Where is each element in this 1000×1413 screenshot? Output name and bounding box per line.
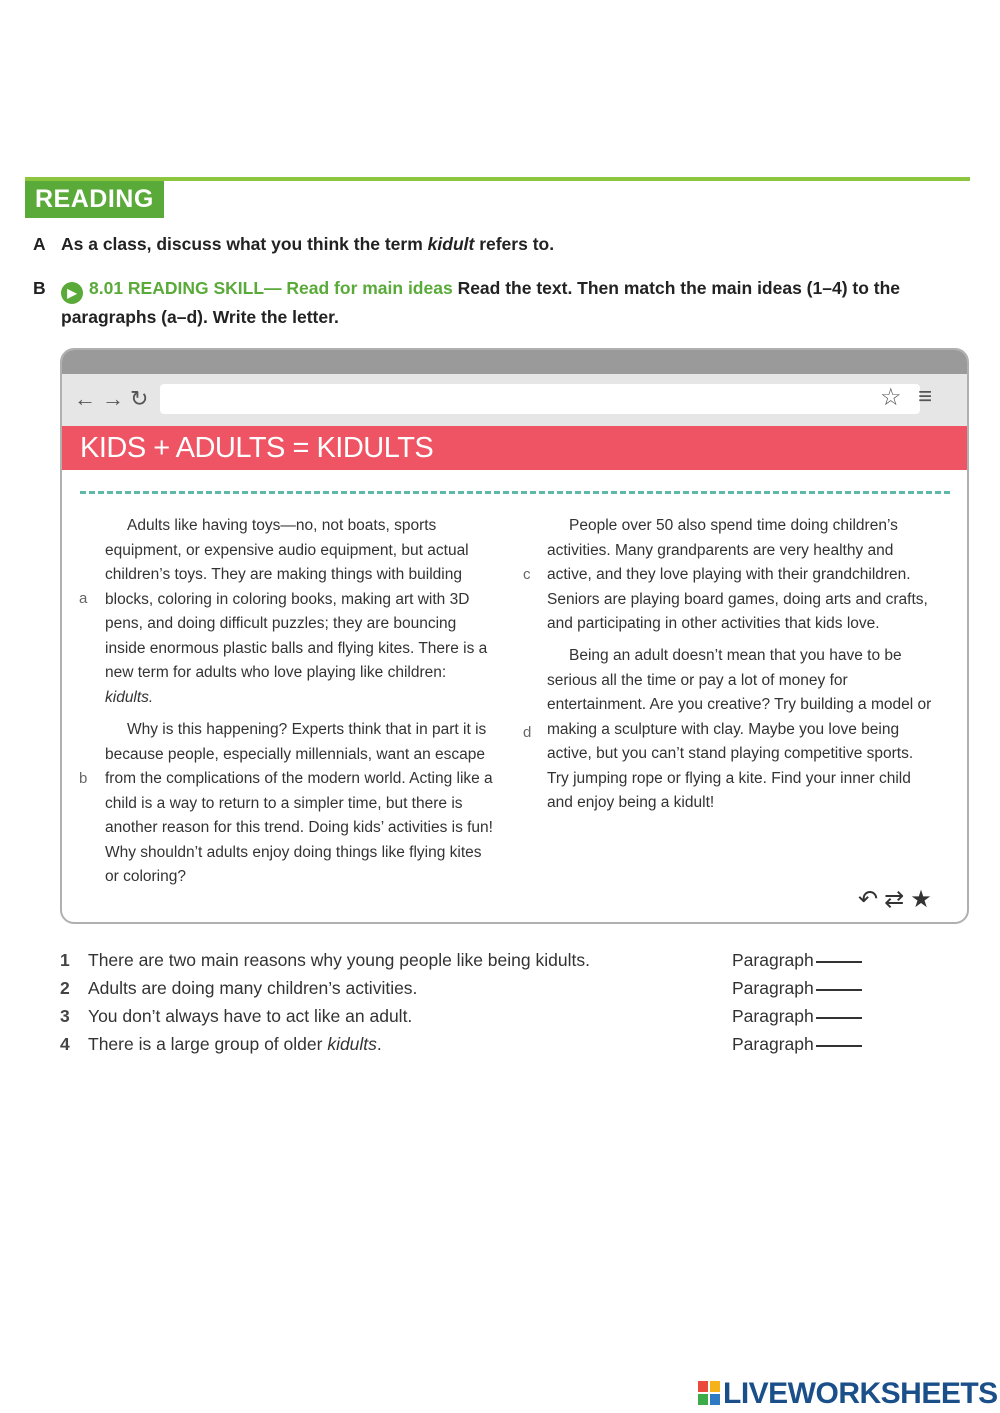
- item-number: 1: [60, 950, 70, 970]
- list-item: [60, 946, 880, 974]
- main-ideas-list: [60, 946, 880, 1058]
- question-a-text: As a class, discuss what you think the term: [61, 234, 428, 254]
- question-b-letter: B: [33, 278, 46, 298]
- logo-text: LIVEWORKSHEETS: [723, 1377, 998, 1410]
- dashed-divider: [80, 491, 950, 494]
- paragraph-a-term: kidults.: [105, 688, 154, 706]
- paragraph-label-b: b: [79, 770, 88, 787]
- reload-icon[interactable]: ↻: [130, 386, 155, 411]
- browser-bottom-icons: [858, 885, 938, 914]
- question-b-instruction-2: paragraphs (a–d). Write the letter.: [61, 307, 339, 327]
- browser-nav-icons: [74, 386, 154, 412]
- paragraph-b: [105, 718, 497, 890]
- item-text: There are two main reasons why young people like being kidults.: [88, 950, 590, 970]
- forward-arrow-icon[interactable]: →: [102, 386, 130, 411]
- item-paragraph: Paragraph: [732, 974, 862, 1002]
- question-b: [33, 275, 913, 331]
- question-a-tail: refers to.: [474, 234, 555, 254]
- question-a-letter: A: [33, 234, 46, 254]
- reading-skill-label: 8.01 READING SKILL— Read for main ideas: [89, 278, 453, 298]
- question-b-instruction: Read the text. Then match the main ideas (1–4) to the: [452, 278, 901, 298]
- question-a: [33, 231, 554, 258]
- paragraph-d: [547, 644, 937, 816]
- paragraph-a: [105, 514, 497, 710]
- browser-toolbar: [62, 374, 967, 426]
- answer-blank[interactable]: [816, 1045, 862, 1047]
- bookmark-star-icon[interactable]: ☆: [880, 384, 902, 411]
- answer-blank[interactable]: [816, 989, 862, 991]
- paragraph-d-text: Being an adult doesn’t mean that you have to be serious all the time or pay a lot of money for entertainment. Are you creative? Try building a model or making a sculpture with clay. Maybe you love being active, but you can’t stand playing competitive sports. Try jumping rope or flying a kite. Find your inner child and enjoy being a kidult!: [547, 647, 932, 811]
- item-number: 4: [60, 1034, 70, 1054]
- item-paragraph: Paragraph: [732, 1002, 862, 1030]
- back-arrow-icon[interactable]: ←: [74, 386, 102, 411]
- liveworksheets-logo: [698, 1377, 998, 1411]
- logo-icon: [698, 1381, 720, 1405]
- paragraph-a-text: Adults like having toys—no, not boats, sports equipment, or expensive audio equipment, but actual children’s toys. They are making things with building blocks, coloring in coloring books, making art with 3D pens, and doing difficult puzzles; they are bouncing inside enormous plastic balls and flying kites. There is a new term for adults who love playing like children:: [105, 517, 488, 681]
- item-paragraph: Paragraph: [732, 1030, 862, 1058]
- browser-window: [60, 348, 969, 924]
- menu-icon[interactable]: ≡: [918, 383, 933, 410]
- reply-arrow-icon[interactable]: ↶: [858, 886, 885, 913]
- answer-blank[interactable]: [816, 961, 862, 963]
- browser-tab-strip: [62, 350, 967, 374]
- paragraph-c-text: People over 50 also spend time doing children’s activities. Many grandparents are very healthy and active, and they love playing with their grandchildren. Seniors are playing board games, doing arts and crafts, and participating in other activities that kids love.: [547, 517, 928, 632]
- paragraph-b-text: Why is this happening? Experts think that in part it is because people, especially millennials, want an escape from the complications of the modern world. Acting like a child is a way to return to a simpler time, but there is another reason for this trend. Doing kids’ activities is fun! Why shouldn’t adults enjoy doing things like flying kites or coloring?: [105, 721, 493, 885]
- item-text: You don’t always have to act like an adult.: [88, 1006, 413, 1026]
- retweet-icon[interactable]: ⇄: [884, 886, 911, 913]
- item-text: There is a large group of older kidults.: [88, 1034, 382, 1054]
- article-title: KIDS + ADULTS = KIDULTS: [62, 426, 967, 470]
- paragraph-c: [547, 514, 937, 637]
- list-item: [60, 1030, 880, 1058]
- item-text: Adults are doing many children’s activities.: [88, 978, 418, 998]
- section-tag: READING: [25, 181, 164, 218]
- favorite-star-icon[interactable]: ★: [910, 886, 938, 913]
- audio-speaker-icon[interactable]: ▶: [61, 282, 83, 304]
- paragraph-label-d: d: [523, 724, 532, 741]
- paragraph-label-a: a: [79, 590, 88, 607]
- item-number: 3: [60, 1006, 70, 1026]
- paragraph-label-c: c: [523, 566, 531, 583]
- answer-blank[interactable]: [816, 1017, 862, 1019]
- item-paragraph: Paragraph: [732, 946, 862, 974]
- section-rule: [25, 177, 970, 181]
- question-a-term: kidult: [427, 234, 475, 254]
- item-number: 2: [60, 978, 70, 998]
- list-item: [60, 974, 880, 1002]
- address-bar[interactable]: [160, 384, 920, 414]
- list-item: [60, 1002, 880, 1030]
